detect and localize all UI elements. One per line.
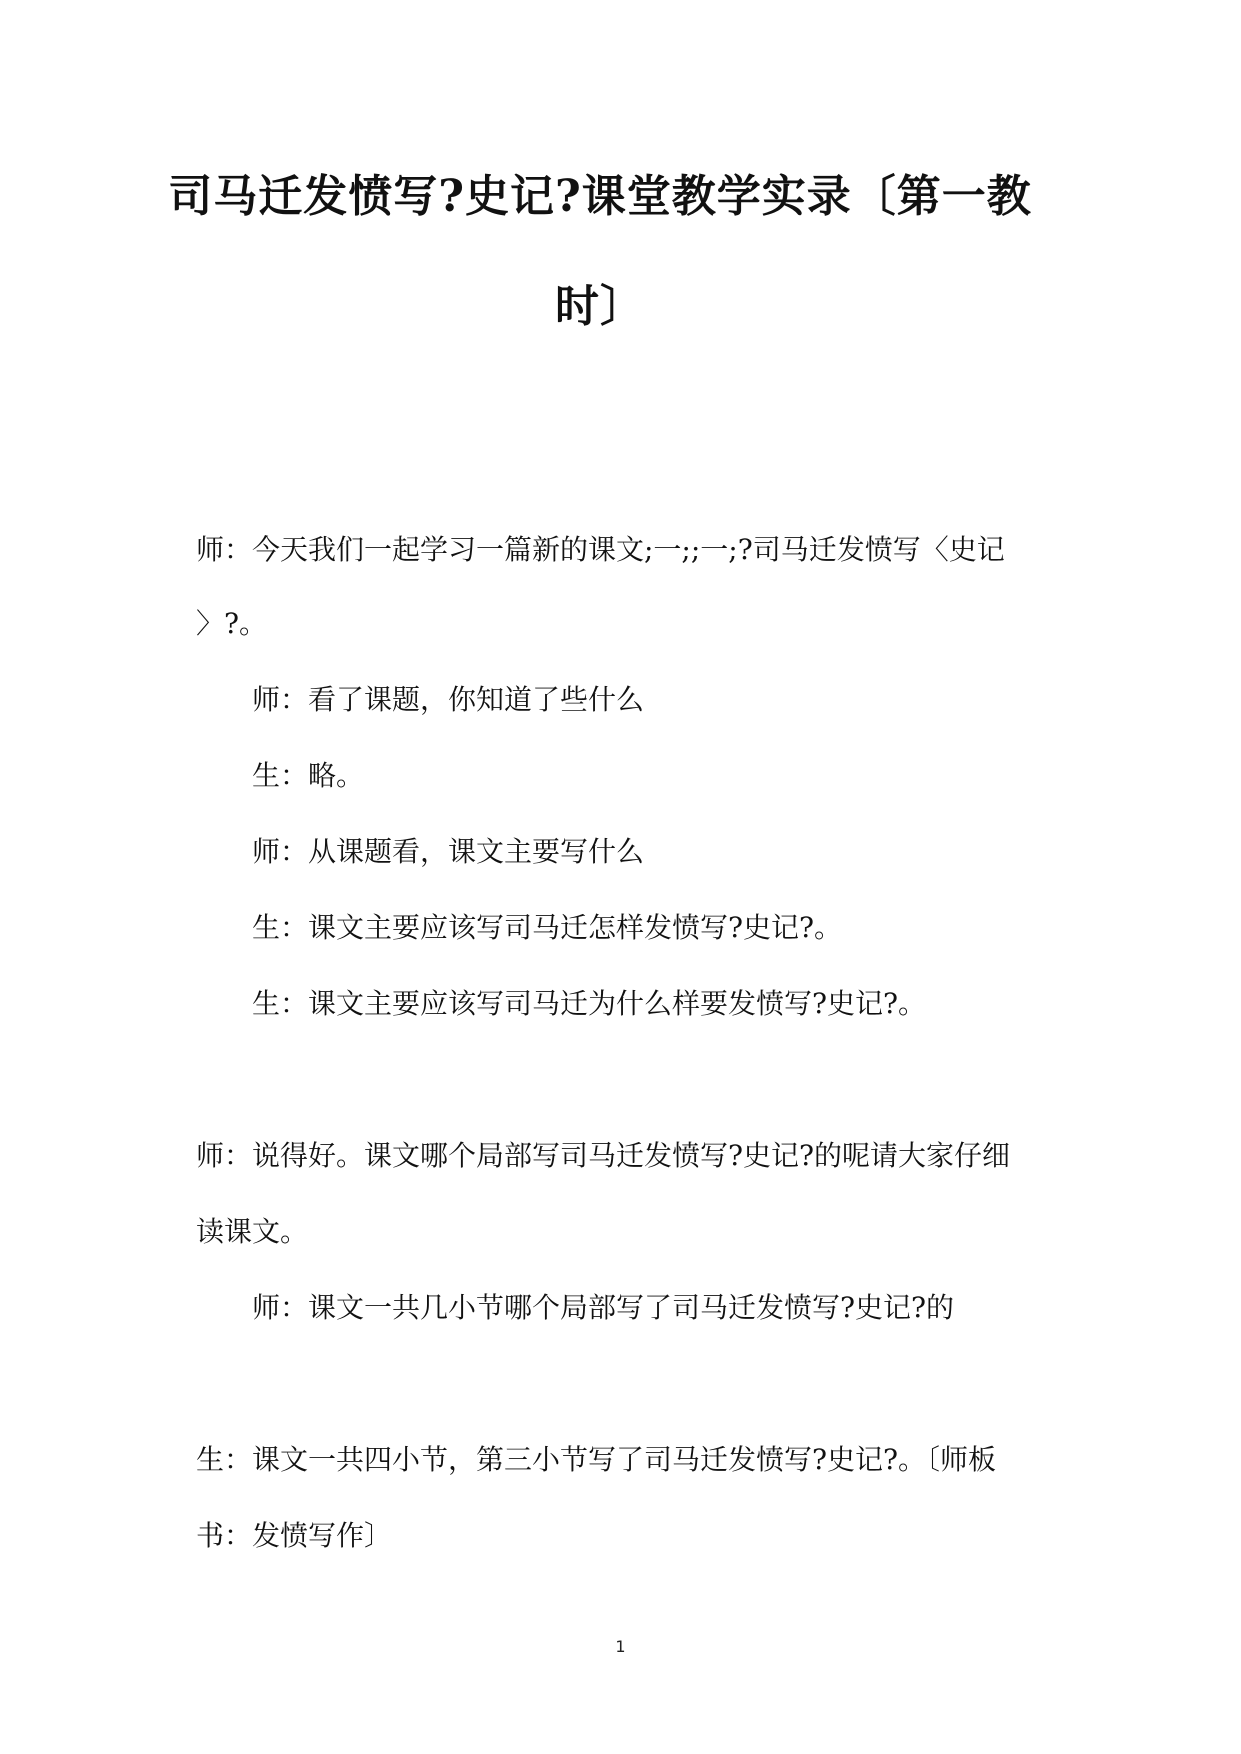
paragraph-line: 师：从课题看，课文主要写什么: [252, 835, 645, 868]
paragraph-line: 生：课文主要应该写司马迁怎样发愤写?史记?。: [252, 911, 843, 944]
paragraph-line: 师：今天我们一起学习一篇新的课文;一;;一;?司马迁发愤写〈史记: [196, 533, 1005, 566]
page-number: 1: [615, 1637, 626, 1656]
document-title-line-1: 司马迁发愤写?史记?课堂教学实录〔第一教: [168, 171, 1032, 222]
paragraph-line: 〉?。: [196, 607, 268, 640]
paragraph-line: 生：课文主要应该写司马迁为什么样要发愤写?史记?。: [252, 987, 927, 1020]
paragraph-line: 生：课文一共四小节，第三小节写了司马迁发愤写?史记?。〔师板: [196, 1443, 997, 1476]
paragraph-line: 生：略。: [252, 759, 365, 792]
paragraph-line: 师：课文一共几小节哪个局部写了司马迁发愤写?史记?的: [252, 1291, 955, 1324]
paragraph-line: 师：看了课题，你知道了些什么: [252, 683, 645, 716]
document-title-line-2: 时〕: [555, 281, 645, 332]
paragraph-line: 书：发愤写作〕: [196, 1519, 393, 1552]
paragraph-line: 师：说得好。课文哪个局部写司马迁发愤写?史记?的呢请大家仔细: [196, 1139, 1011, 1172]
paragraph-line: 读课文。: [196, 1215, 309, 1248]
